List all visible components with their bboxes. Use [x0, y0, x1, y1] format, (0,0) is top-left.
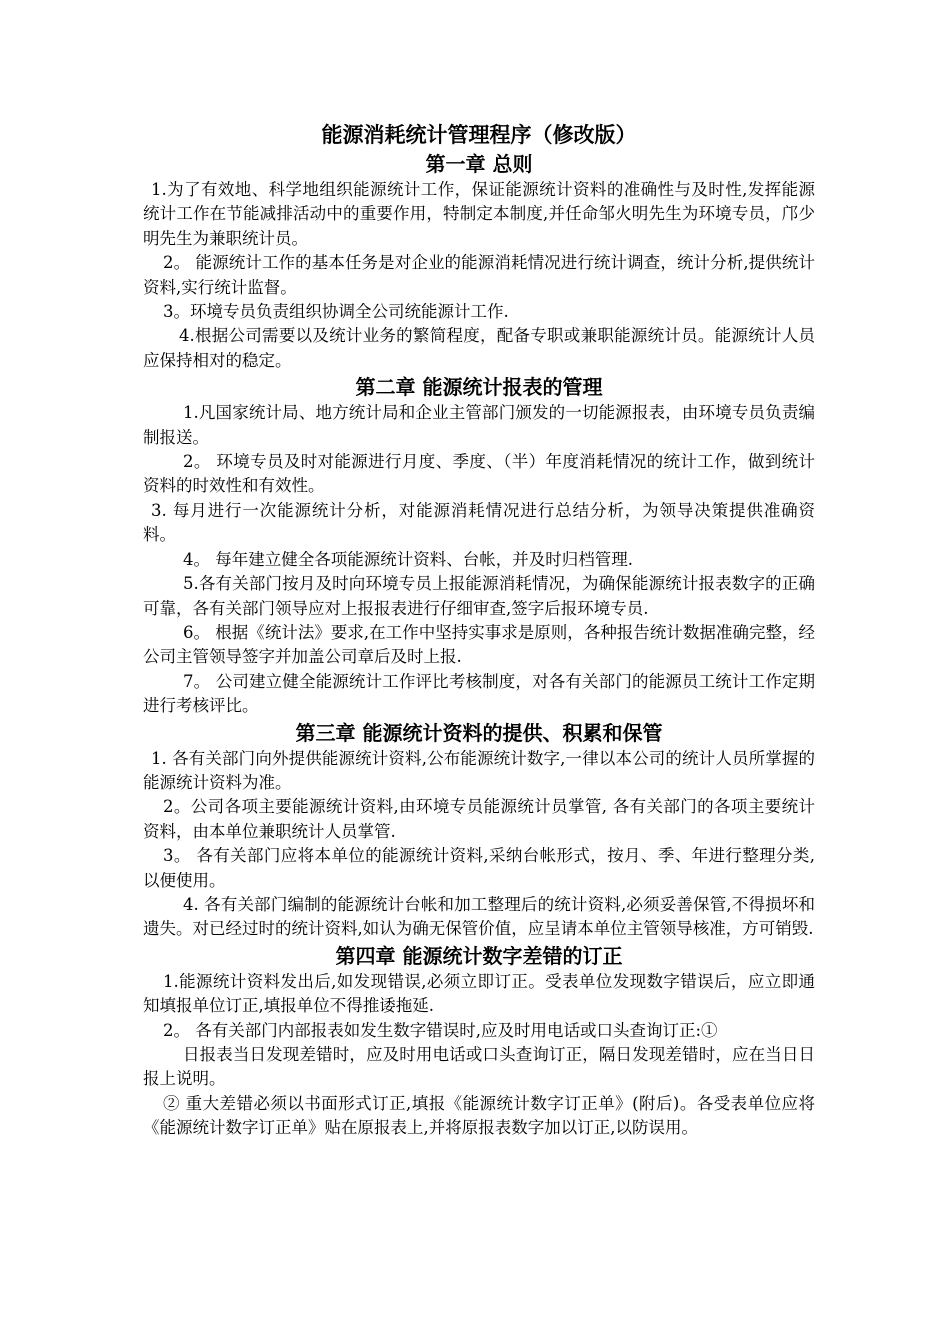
paragraph: ② 重大差错必须以书面形式订正,填报《能源统计数字订正单》(附后)。各受表单位应将《能源统计数字订正单》贴在原报表上,并将原报表数字加以订正,以防误用。: [143, 1093, 815, 1138]
paragraph: 5.各有关部门按月及时向环境专员上报能源消耗情况，为确保能源统计报表数字的正确可靠，各有关部门领导应对上报报表进行仔细审查,签字后报环境专员.: [143, 574, 815, 618]
chapter-1: [143, 150, 815, 373]
paragraph: 1.为了有效地、科学地组织能源统计工作，保证能源统计资料的准确性与及时性,发挥能源统计工作在节能减排活动中的重要作用，特制定本制度,并任命邹火明先生为环境专员，邝少明先生为兼职统计员。: [143, 180, 815, 248]
paragraph: 2。 能源统计工作的基本任务是对企业的能源消耗情况进行统计调查，统计分析,提供统计资料,实行统计监督。: [143, 253, 815, 297]
paragraph: 6。 根据《统计法》要求,在工作中坚持实事求是原则，各种报告统计数据准确完整，经公司主管领导签字并加盖公司章后及时上报.: [143, 622, 815, 667]
paragraph: 4.根据公司需要以及统计业务的繁简程度，配备专职或兼职能源统计员。能源统计人员应保持相对的稳定。: [143, 326, 815, 370]
paragraph: 4. 各有关部门编制的能源统计台帐和加工整理后的统计资料,必须妥善保管,不得损坏和遗失。对已经过时的统计资料,如认为确无保管价值，应呈请本单位主管领导核准，方可销毁.: [143, 894, 815, 939]
paragraph: 2。 环境专员及时对能源进行月度、季度、（半）年度消耗情况的统计工作，做到统计资料的时效性和有效性。: [143, 452, 815, 496]
paragraph: 1.能源统计资料发出后,如发现错误,必须立即订正。受表单位发现数字错误后，应立即通知填报单位订正,填报单位不得推诿拖延.: [143, 971, 815, 1016]
chapter-heading: 第二章 能源统计报表的管理: [355, 375, 603, 400]
chapter-heading: 第一章 总则: [425, 152, 533, 176]
paragraph: 1. 各有关部门向外提供能源统计资料,公布能源统计数字,一律以本公司的统计人员所掌握的能源统计资料为准。: [143, 748, 815, 792]
paragraph: 4。 每年建立健全各项能源统计资料、台帐，并及时归档管理.: [183, 549, 633, 569]
paragraph: 日报表当日发现差错时，应及时用电话或口头查询订正，隔日发现差错时，应在当日日报上说明。: [143, 1045, 815, 1089]
paragraph: 2。公司各项主要能源统计资料,由环境专员能源统计员掌管, 各有关部门的各项主要统计资料，由本单位兼职统计人员掌管.: [143, 797, 815, 841]
chapter-3: [143, 719, 815, 942]
chapter-2: [143, 373, 815, 718]
paragraph: 7。 公司建立健全能源统计工作评比考核制度，对各有关部门的能源员工统计工作定期进行考核评比。: [143, 671, 815, 716]
paragraph: 3. 每月进行一次能源统计分析，对能源消耗情况进行总结分析，为领导决策提供准确资料。: [143, 500, 815, 545]
chapter-4: [143, 942, 815, 1141]
paragraph: 1.凡国家统计局、地方统计局和企业主管部门颁发的一切能源报表，由环境专员负责编制报送。: [143, 403, 815, 447]
chapter-heading: 第四章 能源统计数字差错的订正: [335, 943, 623, 968]
document-body: [143, 120, 815, 1141]
paragraph: 3。环境专员负责组织协调全公司统能源计工作.: [163, 302, 509, 322]
document-title: 能源消耗统计管理程序（修改版）: [321, 122, 637, 147]
chapter-heading: 第三章 能源统计资料的提供、积累和保管: [295, 720, 663, 745]
paragraph: 2。 各有关部门内部报表如发生数字错误时,应及时用电话或口头查询订正:①: [163, 1020, 718, 1040]
paragraph: 3。 各有关部门应将本单位的能源统计资料,采纳台帐形式，按月、季、年进行整理分类,以便使用。: [143, 846, 815, 890]
